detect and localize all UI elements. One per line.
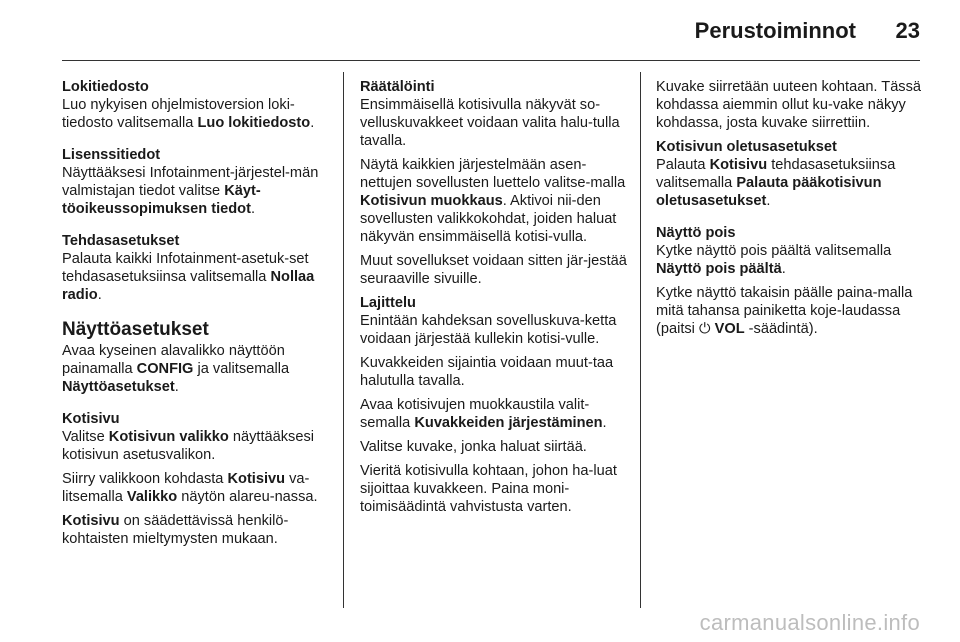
text: on säädettävissä henkilö-kohtaisten mieltymysten mukaan. xyxy=(62,513,289,547)
menu-option: Palauta pääkotisivun oletusasetukset xyxy=(656,175,882,209)
menu-option: Kotisivun valikko xyxy=(108,429,229,445)
text: Näytä kaikkien järjestelmään asen-nettujen sovellusten luettelo valitse-malla xyxy=(360,157,626,191)
menu-option: Käyt-töoikeussopimuksen tiedot xyxy=(62,183,261,217)
menu-option: Luo lokitiedosto xyxy=(197,115,311,131)
text: Avaa kotisivujen muokkaustila valit-semalla xyxy=(360,397,590,431)
column-3 xyxy=(656,78,922,344)
column-1 xyxy=(62,78,332,554)
section-tehdasasetukset xyxy=(62,232,332,304)
paragraph: Valitse kuvake, jonka haluat siirtää. xyxy=(360,439,587,455)
section-lokitiedosto xyxy=(62,78,332,132)
text: Palauta xyxy=(656,157,706,173)
button-name: CONFIG xyxy=(136,361,194,377)
paragraph: Avaa kotisivujen muokkaustila valit-semalla Kuvakkeiden järjestäminen. xyxy=(360,397,607,431)
section-title: Perustoiminnot xyxy=(694,18,856,43)
power-icon: ⏻ xyxy=(699,321,711,337)
paragraph: Avaa kyseinen alavalikko näyttöön painamalla CONFIG ja valitsemalla Näyttöasetukset. xyxy=(62,343,290,395)
column-divider-1 xyxy=(343,72,344,608)
button-name: VOL xyxy=(714,321,745,337)
column-2 xyxy=(360,78,632,522)
header-rule xyxy=(62,60,920,61)
paragraph xyxy=(656,284,922,338)
subheading-tehdasasetukset: Tehdasasetukset xyxy=(62,233,180,249)
heading-nayttoasetukset: Näyttöasetukset xyxy=(62,319,209,340)
menu-option: Kuvakkeiden järjestäminen xyxy=(414,415,603,431)
paragraph: Näyttääksesi Infotainment-järjestel-män valmistajan tiedot valitse Käyt-töoikeussopimuksen tiedot. xyxy=(62,165,319,217)
menu-option: Nollaa radio xyxy=(62,269,315,303)
text: näytön alareu-nassa. xyxy=(181,489,318,505)
text: . Aktivoi nii-den sovellusten valikkokohdat, joiden haluat näkyvän ensimmäisellä kotisi-vulla. xyxy=(360,193,617,245)
paragraph xyxy=(62,470,332,506)
paragraph: Ensimmäisellä kotisivulla näkyvät so-velluskuvakkeet voidaan valita halu-tulla tavalla. xyxy=(360,97,620,149)
menu-option: Valikko xyxy=(126,489,178,505)
subheading-raatalointi: Räätälöinti xyxy=(360,79,435,95)
subheading-kotisivu: Kotisivu xyxy=(62,411,120,427)
subheading-oletusasetukset: Kotisivun oletusasetukset xyxy=(656,139,837,155)
watermark: carmanualsonline.info xyxy=(699,610,920,635)
text: Näyttääksesi Infotainment-järjestel-män valmistajan tiedot valitse xyxy=(62,165,319,199)
subheading-lokitiedosto: Lokitiedosto xyxy=(62,79,149,95)
text: -säädintä). xyxy=(748,321,818,337)
menu-option: Näyttöasetukset xyxy=(62,379,175,395)
text: va-litsemalla xyxy=(62,471,310,505)
paragraph: Palauta Kotisivu tehdasasetuksiinsa valitsemalla Palauta pääkotisivun oletusasetukset. xyxy=(656,157,896,209)
text: Avaa kyseinen alavalikko näyttöön painamalla xyxy=(62,343,285,377)
paragraph xyxy=(360,156,632,246)
subheading-lajittelu: Lajittelu xyxy=(360,295,416,311)
section-oletusasetukset xyxy=(656,138,922,210)
section-nayttoasetukset xyxy=(62,318,332,396)
section-lisenssitiedot xyxy=(62,146,332,218)
text: Kytke näyttö pois päältä valitsemalla xyxy=(656,243,892,259)
page-number: 23 xyxy=(895,18,920,43)
text: Palauta kaikki Infotainment-asetuk-set tehdasasetuksiinsa valitsemalla xyxy=(62,251,309,285)
paragraph: Luo nykyisen ohjelmistoversion loki-tiedosto valitsemalla Luo lokitiedosto. xyxy=(62,97,315,131)
paragraph: Kuvakkeiden sijaintia voidaan muut-taa halutulla tavalla. xyxy=(360,355,614,389)
text: Kytke näyttö takaisin päälle paina-malla mitä tahansa painiketta koje-laudassa (paitsi xyxy=(656,285,913,337)
menu-option: Kotisivu xyxy=(62,513,120,529)
text: Luo nykyisen ohjelmistoversion loki-tiedosto valitsemalla xyxy=(62,97,295,131)
paragraph: Palauta kaikki Infotainment-asetuk-set tehdasasetuksiinsa valitsemalla Nollaa radio. xyxy=(62,251,315,303)
text: Siirry valikkoon kohdasta xyxy=(62,471,224,487)
paragraph: Muut sovellukset voidaan sitten jär-jestää seuraaville sivuille. xyxy=(360,253,627,287)
menu-option: Näyttö pois päältä xyxy=(656,261,782,277)
paragraph: Vieritä kotisivulla kohtaan, johon ha-luat sijoittaa kuvakkeen. Paina moni-toimisäädintä vahvistusta varten. xyxy=(360,463,617,515)
page-header xyxy=(0,0,960,62)
paragraph: Kytke näyttö pois päältä valitsemalla Näyttö pois päältä. xyxy=(656,243,892,277)
paragraph xyxy=(62,428,332,464)
subheading-naytto-pois: Näyttö pois xyxy=(656,225,736,241)
text: tehdasasetuksiinsa valitsemalla xyxy=(656,157,896,191)
menu-option: Kotisivu xyxy=(709,157,768,173)
column-divider-2 xyxy=(640,72,641,608)
subheading-lisenssitiedot: Lisenssitiedot xyxy=(62,147,161,163)
text: ja valitsemalla xyxy=(197,361,290,377)
text: näyttääksesi kotisivun asetusvalikon. xyxy=(62,429,315,463)
paragraph: Kuvake siirretään uuteen kohtaan. Tässä kohdassa aiemmin ollut ku-vake näkyy kohdassa, josta kuvake siirrettiin. xyxy=(656,79,922,131)
paragraph: Enintään kahdeksan sovelluskuva-ketta voidaan järjestää kullekin kotisi-vulle. xyxy=(360,313,617,347)
menu-option: Kotisivu xyxy=(227,471,286,487)
menu-option: Kotisivun muokkaus xyxy=(360,193,503,209)
paragraph xyxy=(62,512,332,548)
text: Valitse xyxy=(62,429,105,445)
